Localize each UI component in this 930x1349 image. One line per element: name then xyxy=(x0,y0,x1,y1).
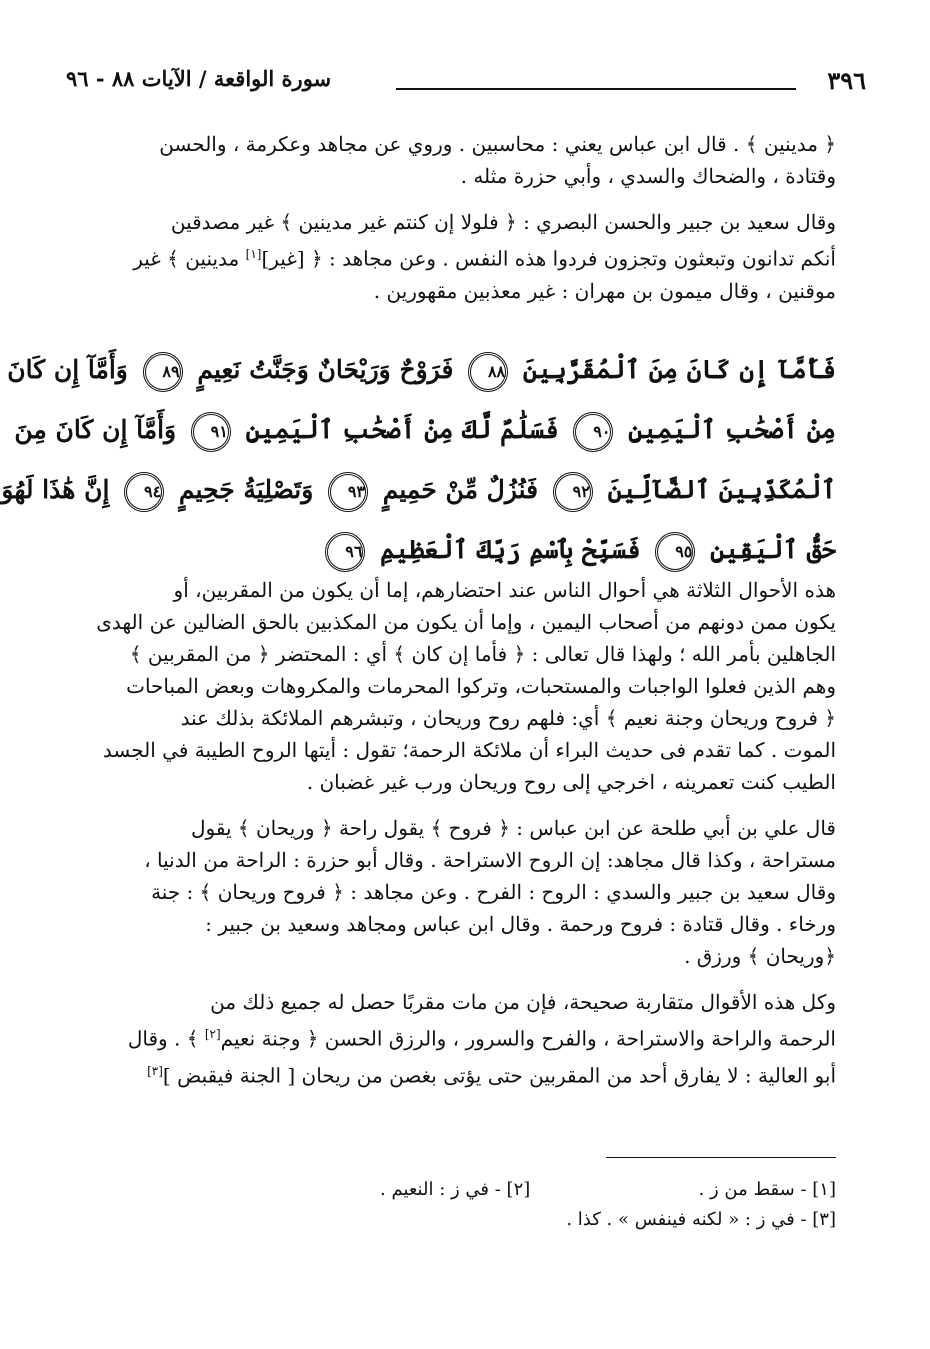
paragraph xyxy=(64,574,836,798)
footnote-ref: [١] xyxy=(245,247,262,261)
ayah-number-marker: ٩٢ xyxy=(553,472,593,512)
ayah-number-marker: ٨٩ xyxy=(143,352,183,392)
text-line: ورخاء . وقال قتادة : فروح ورحمة . وقال ابن عباس ومجاهد وسعيد بن جبير : xyxy=(205,912,836,936)
text-line: ﴿وريحان ﴾ ورزق . xyxy=(684,944,836,968)
ayah-number-marker: ٩٣ xyxy=(328,472,368,512)
paragraph xyxy=(64,986,836,1091)
page-number: ٣٩٦ xyxy=(827,66,866,95)
text-line: وهم الذين فعلوا الواجبات والمستحبات، وتركوا المحرمات والمكروهات وبعض المباحات xyxy=(126,674,836,698)
text-line: هذه الأحوال الثلاثة هي أحوال الناس عند احتضارهم، إما أن يكون من المقربين، أو xyxy=(173,578,836,602)
text-line: ﴿ مدينين ﴾ . قال ابن عباس يعني : محاسبين . وروي عن مجاهد وعكرمة ، والحسن xyxy=(159,132,836,156)
text-line: الرحمة والراحة والاستراحة ، والفرح والسرور ، والرزق الحسن ﴿ وجنة نعيم[٢] ﴾ . وقال xyxy=(127,1026,836,1051)
ayah-number-marker: ٩٦ xyxy=(325,532,365,572)
ayah-number-marker: ٩٥ xyxy=(655,532,695,572)
text-line: أنكم تدانون وتبعثون وتجزون فردوا هذه النفس . وعن مجاهد : ﴿ [غير][١] مدينين ﴾ غير xyxy=(133,246,836,271)
running-title: سورة الواقعة / الآيات ٨٨ - ٩٦ xyxy=(66,66,332,91)
paragraph xyxy=(64,128,836,192)
text-line: أبو العالية : لا يفارق أحد من المقربين حتى يؤتى بغصن من ريحان [ الجنة فيقبض ][٣] xyxy=(147,1063,836,1088)
paragraph xyxy=(64,812,836,972)
text-line: وقال سعيد بن جبير والسدي : الروح : الفرح . وعن مجاهد : ﴿ فروح وريحان ﴾ : جنة xyxy=(151,880,836,904)
footnotes xyxy=(64,1175,836,1235)
ayah-number-marker: ٨٨ xyxy=(468,352,508,392)
text-line: وقتادة ، والضحاك والسدي ، وأبي حزرة مثله . xyxy=(460,164,836,188)
quran-verses xyxy=(1,340,836,580)
ayah-number-marker: ٩٤ xyxy=(124,472,164,512)
ayah-number-marker: ٩٠ xyxy=(573,412,613,452)
text-line: ﴿ فروح وريحان وجنة نعيم ﴾ أي: فلهم روح وريحان ، وتبشرهم الملائكة بذلك عند xyxy=(180,706,836,730)
commentary-bottom xyxy=(64,574,836,1105)
footnote-3: [٣] - في ز : « لكنه فينفس » . كذا . xyxy=(566,1209,836,1230)
text-line: الموت . كما تقدم فى حديث البراء أن ملائكة الرحمة؛ تقول : أيتها الروح الطيبة في الجسد xyxy=(102,738,836,762)
page-header xyxy=(66,66,866,106)
text-line: مستراحة ، وكذا قال مجاهد: إن الروح الاستراحة . وقال أبو حزرة : الراحة من الدنيا ، xyxy=(144,848,836,872)
verse-line: حَقُّ ٱلْيَقِينِ ٩٥ فَسَبِّحْ بِٱسْمِ رَبِّكَ ٱلْعَظِيمِ ٩٦ xyxy=(64,520,836,580)
text-line: وكل هذه الأقوال متقاربة صحيحة، فإن من مات مقربًا حصل له جميع ذلك من xyxy=(210,990,836,1014)
footnote-row xyxy=(64,1175,836,1205)
header-rule xyxy=(396,88,796,90)
footnote-ref: [٢] xyxy=(204,1027,221,1041)
footnote-ref: [٣] xyxy=(147,1063,163,1078)
footnote-1: [١] - سقط من ز . xyxy=(698,1179,836,1200)
paragraph xyxy=(64,206,836,307)
verse-line: فَأَمَّآ إِن كَانَ مِنَ ٱلْمُقَرَّبِينَ ٨٨ فَرَوْحٌ وَرَيْحَانٌ وَجَنَّتُ نَعِيمٍ ٨٩ وَأَمَّآ إِن كَانَ xyxy=(64,340,836,400)
ayah-number-marker: ٩١ xyxy=(191,412,231,452)
text-line: يكون ممن دونهم من أصحاب اليمين ، وإما أن يكون من المكذبين بالحق الضالين عن الهدى xyxy=(96,610,836,634)
text-line: الجاهلين بأمر الله ؛ ولهذا قال تعالى : ﴿ فأما إن كان ﴾ أي : المحتضر ﴿ من المقربين ﴾ xyxy=(129,642,836,666)
text-line: الطيب كنت تعمرينه ، اخرجي إلى روح وريحان ورب غير غضبان . xyxy=(306,770,836,794)
text-line: قال علي بن أبي طلحة عن ابن عباس : ﴿ فروح ﴾ يقول راحة ﴿ وريحان ﴾ يقول xyxy=(191,816,836,840)
footnote-rule xyxy=(606,1157,836,1158)
verse-line: ٱلْمُكَذِّبِينَ ٱلضَّآلِّينَ ٩٢ فَنُزُلٌ مِّنْ حَمِيمٍ ٩٣ وَتَصْلِيَةُ جَحِيمٍ ٩٤ إِنَّ هَٰذَا لَهُوَ xyxy=(64,460,836,520)
text-line: وقال سعيد بن جبير والحسن البصري : ﴿ فلولا إن كنتم غير مدينين ﴾ غير مصدقين xyxy=(170,210,836,234)
text-line: موقنين ، وقال ميمون بن مهران : غير معذبين مقهورين . xyxy=(373,278,836,303)
commentary-top xyxy=(64,128,836,321)
verse-line: مِنْ أَصْحَٰبِ ٱلْيَمِينِ ٩٠ فَسَلَٰمٌ لَّكَ مِنْ أَصْحَٰبِ ٱلْيَمِينِ ٩١ وَأَمَّآ إِن كَانَ مِنَ xyxy=(64,400,836,460)
footnote-2: [٢] - في ز : النعيم . xyxy=(380,1179,531,1200)
